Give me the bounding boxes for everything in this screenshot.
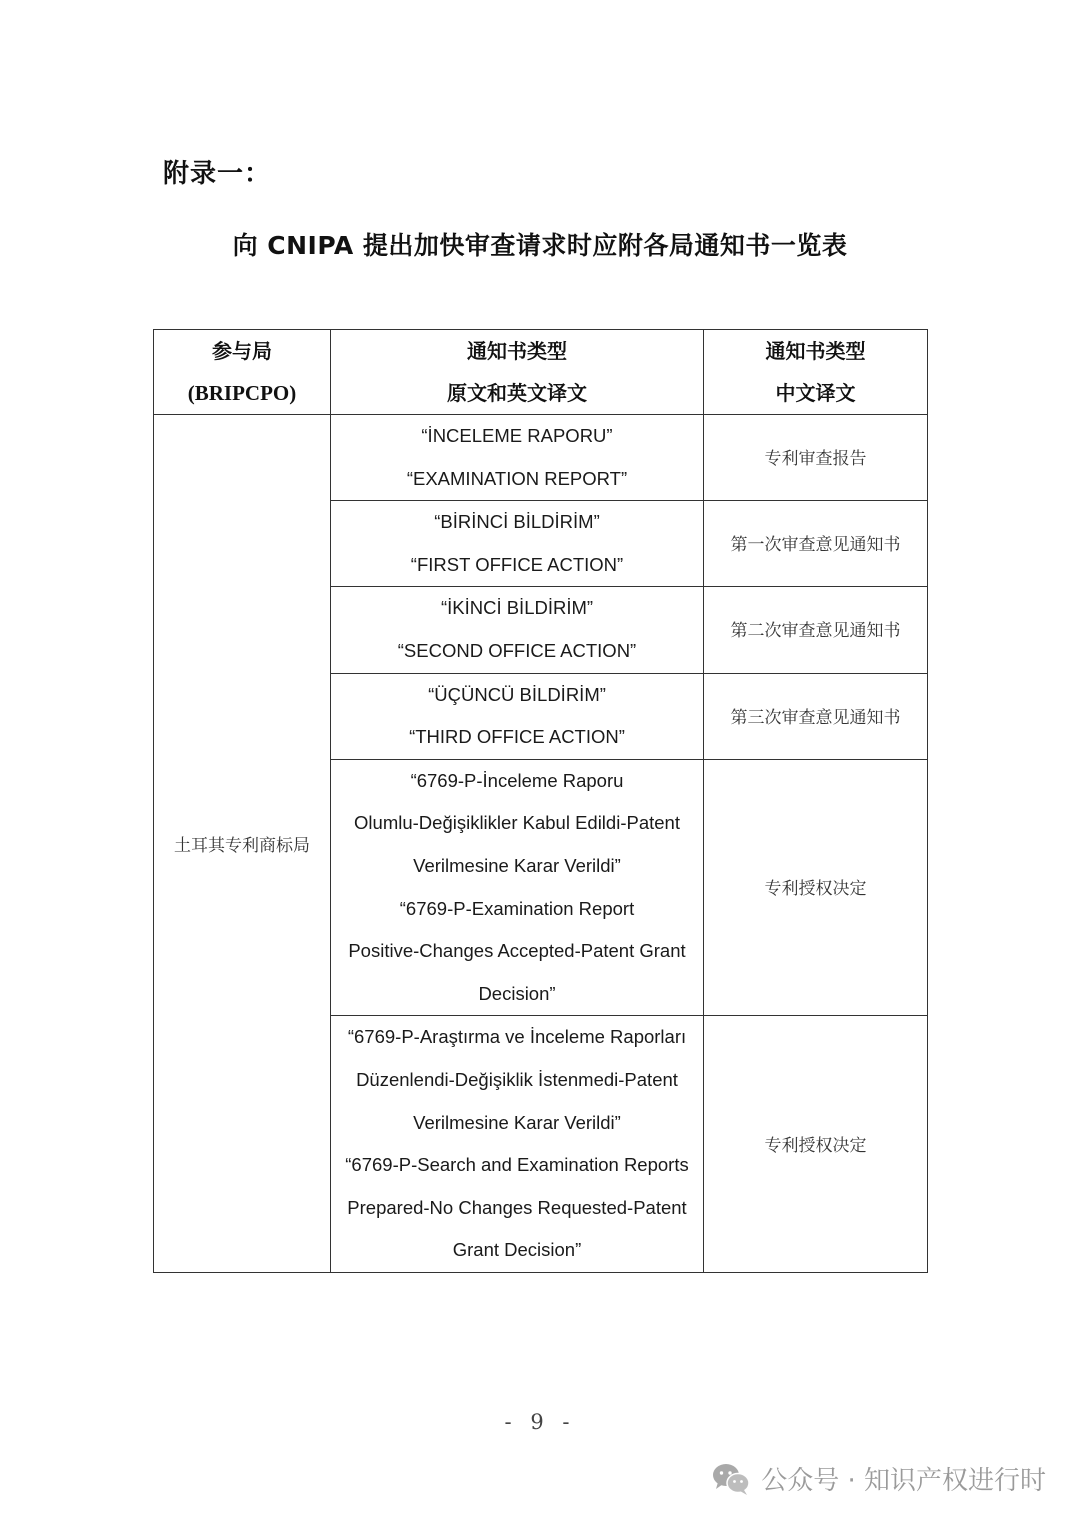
original-line: Grant Decision” [452,1239,582,1261]
header-office-zh: 参与局 [212,339,272,363]
document-title: 向 CNIPA 提出加快审查请求时应附各局通知书一览表 [232,231,848,260]
original-line: “İKİNCİ BİLDİRİM” [440,597,594,619]
original-line: “EXAMINATION REPORT” [406,467,628,489]
original-line: Verilmesine Karar Verildi” [413,854,621,876]
original-text-cell [331,501,704,587]
original-line: Olumlu-Değişiklikler Kabul Edildi-Patent [354,812,680,834]
watermark-text: 公众号 · 知识产权进行时 [761,1466,1046,1496]
header-office [154,330,331,415]
chinese-translation-cell: 专利授权决定 [704,759,928,1016]
original-line: Positive-Changes Accepted-Patent Grant [348,940,686,962]
chinese-translation-cell: 第一次审查意见通知书 [704,501,928,587]
original-text-cell [331,587,704,673]
chinese-translation-cell: 专利审查报告 [704,415,928,501]
original-line: Decision” [478,982,556,1004]
appendix-label: 附录一： [163,159,272,189]
watermark [711,1460,1046,1497]
header-translation [704,330,928,415]
original-line: Prepared-No Changes Requested-Patent [347,1196,687,1218]
original-line: Düzenlendi-Değişiklik İstenmedi-Patent [356,1068,678,1090]
original-line: “ÜÇÜNCÜ BİLDİRİM” [428,683,606,705]
original-line: “FIRST OFFICE ACTION” [410,553,624,575]
original-line: Verilmesine Karar Verildi” [413,1111,621,1133]
header-notice-type-line2: 原文和英文译文 [447,381,587,405]
original-line: “6769-P-Araştırma ve İnceleme Raporları [347,1026,687,1048]
table-header-row [154,330,928,415]
original-line: “BİRİNCİ BİLDİRİM” [434,511,600,533]
table-row [154,415,928,501]
original-text-cell [331,1016,704,1273]
header-office-en: (BRIPCPO) [187,381,297,405]
original-text-cell [331,415,704,501]
original-text-cell [331,673,704,759]
original-line: “SECOND OFFICE ACTION” [397,639,637,661]
chinese-translation-cell: 第二次审查意见通知书 [704,587,928,673]
office-cell: 土耳其专利商标局 [154,415,331,1273]
chinese-translation-cell: 专利授权决定 [704,1016,928,1273]
original-text-cell [331,759,704,1016]
wechat-icon [711,1462,751,1496]
chinese-translation-cell: 第三次审查意见通知书 [704,673,928,759]
header-notice-type [331,330,704,415]
header-notice-type-line1: 通知书类型 [467,339,567,363]
original-line: “6769-P-Examination Report [399,897,635,919]
original-line: “İNCELEME RAPORU” [421,425,613,446]
page-number: - 9 - [504,1410,576,1434]
header-translation-line1: 通知书类型 [765,339,866,363]
original-line: “6769-P-İnceleme Raporu [410,769,624,791]
notice-table [153,329,928,1273]
original-line: “6769-P-Search and Examination Reports [345,1154,689,1176]
header-translation-line2: 中文译文 [775,381,856,405]
original-line: “THIRD OFFICE ACTION” [409,726,625,748]
